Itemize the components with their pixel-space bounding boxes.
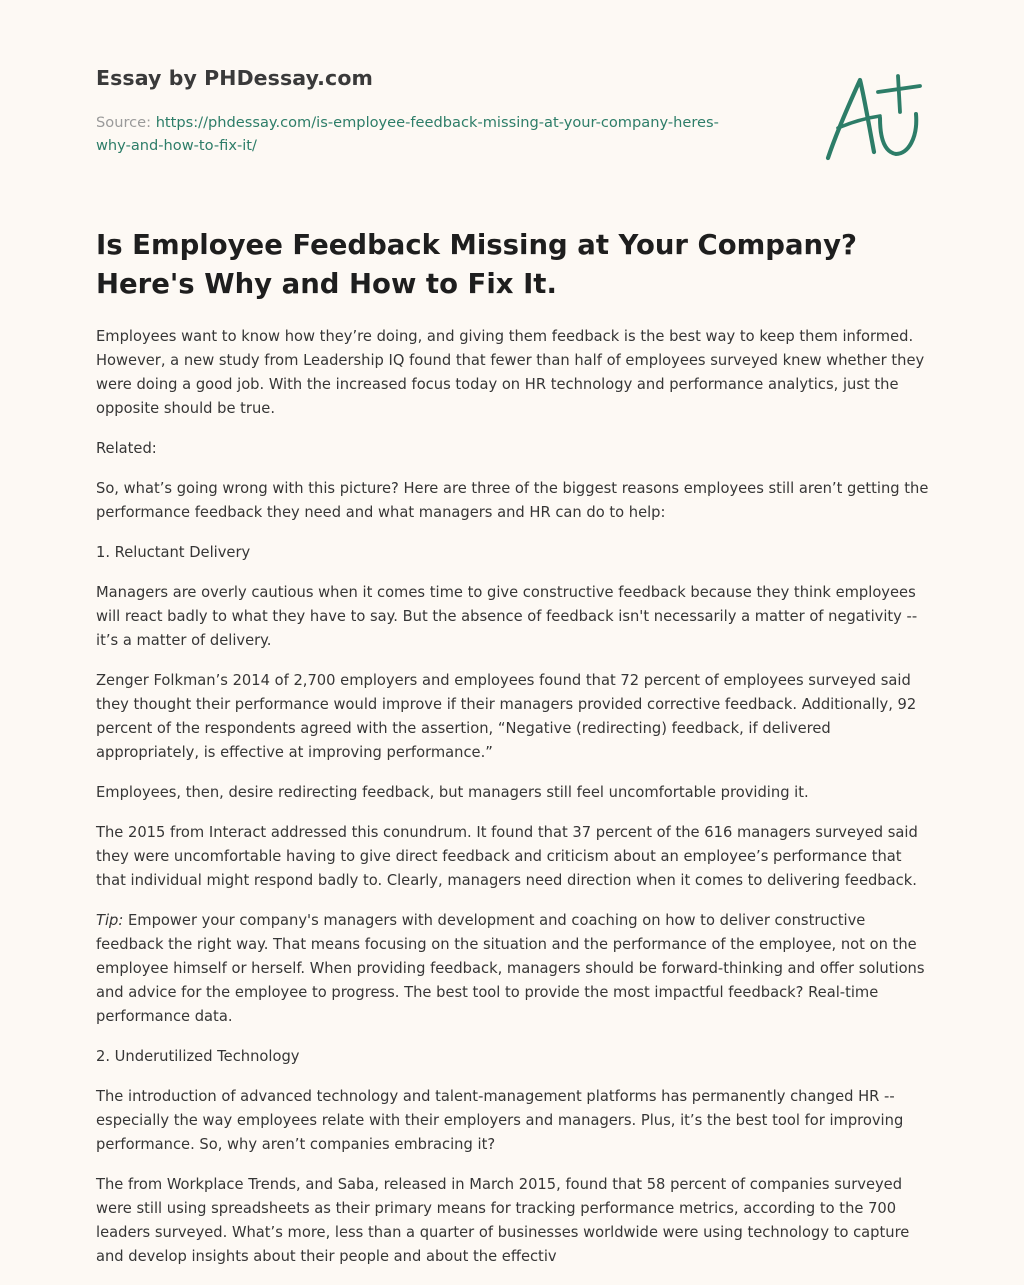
site-brand: Essay by PHDessay.com — [96, 66, 373, 90]
paragraph-interact-study: The 2015 from Interact addressed this conundrum. It found that 37 percent of the 616 managers surveyed said they were uncomfortable having to give direct feedback and criticism about an employee’s performance that that individual might respond badly to. Clearly, managers need direction when it comes to delivering feedback. — [96, 824, 918, 889]
tip-label: Tip: — [96, 912, 124, 929]
paragraph-reasons: So, what’s going wrong with this picture? Here are three of the biggest reasons employees still aren’t getting the performance feedback they need and what managers and HR can do to help: — [96, 480, 929, 521]
heading-reluctant-delivery: 1. Reluctant Delivery — [96, 544, 251, 561]
source-line — [96, 111, 756, 157]
paragraph-employees-desire: Employees, then, desire redirecting feedback, but managers still feel uncomfortable providing it. — [96, 784, 809, 801]
heading-underutilized-technology: 2. Underutilized Technology — [96, 1048, 300, 1065]
paragraph-zenger-folkman: Zenger Folkman’s 2014 of 2,700 employers and employees found that 72 percent of employees surveyed said they thought their performance would improve if their managers provided corrective feedback. Additionally, 92 percent of the respondents agreed with the assertion, “Negative (redirecting) feedback, if delivered appropriately, is effective at improving performance.” — [96, 672, 917, 761]
article-title: Is Employee Feedback Missing at Your Company? Here's Why and How to Fix It. — [96, 229, 857, 300]
paragraph-intro: Employees want to know how they’re doing, and giving them feedback is the best way to keep them informed. However, a new study from Leadership IQ found that fewer than half of employees surveyed knew whether they were doing a good job. With the increased focus today on HR technology and performance analytics, just the opposite should be true. — [96, 328, 925, 417]
paragraph-managers-cautious: Managers are overly cautious when it comes time to give constructive feedback because they think employees will react badly to what they have to say. But the absence of feedback isn't necessarily a matter of negativity -- it’s a matter of delivery. — [96, 584, 918, 649]
source-link[interactable] — [96, 114, 719, 154]
paragraph-tip — [96, 909, 932, 1029]
a-plus-grade-icon — [822, 72, 926, 164]
source-link-line-2: why-and-how-to-fix-it/ — [96, 137, 257, 154]
source-link-line-1: https://phdessay.com/is-employee-feedback-missing-at-your-company-heres- — [155, 114, 719, 131]
tip-text: Empower your company's managers with development and coaching on how to deliver constructive feedback the right way. That means focusing on the situation and the performance of the employee, not on the employee himself or herself. When providing feedback, managers should be forward-thinking and offer solutions and advice for the employee to progress. The best tool to provide the most impactful feedback? Real-time performance data. — [96, 912, 925, 1025]
article-body — [96, 325, 932, 1285]
paragraph-workplace-trends: The from Workplace Trends, and Saba, released in March 2015, found that 58 percent of companies surveyed were still using spreadsheets as their primary means for tracking performance metrics, according to the 700 leaders surveyed. What’s more, less than a quarter of businesses worldwide were using technology to capture and develop insights about their people and about the effectiv — [96, 1176, 910, 1265]
source-label: Source: — [96, 114, 152, 131]
paragraph-technology-intro: The introduction of advanced technology and talent-management platforms has permanently changed HR -- especially the way employees relate with their employers and managers. Plus, it’s the best tool for improving performance. So, why aren’t companies embracing it? — [96, 1088, 904, 1153]
paragraph-related: Related: — [96, 440, 157, 457]
